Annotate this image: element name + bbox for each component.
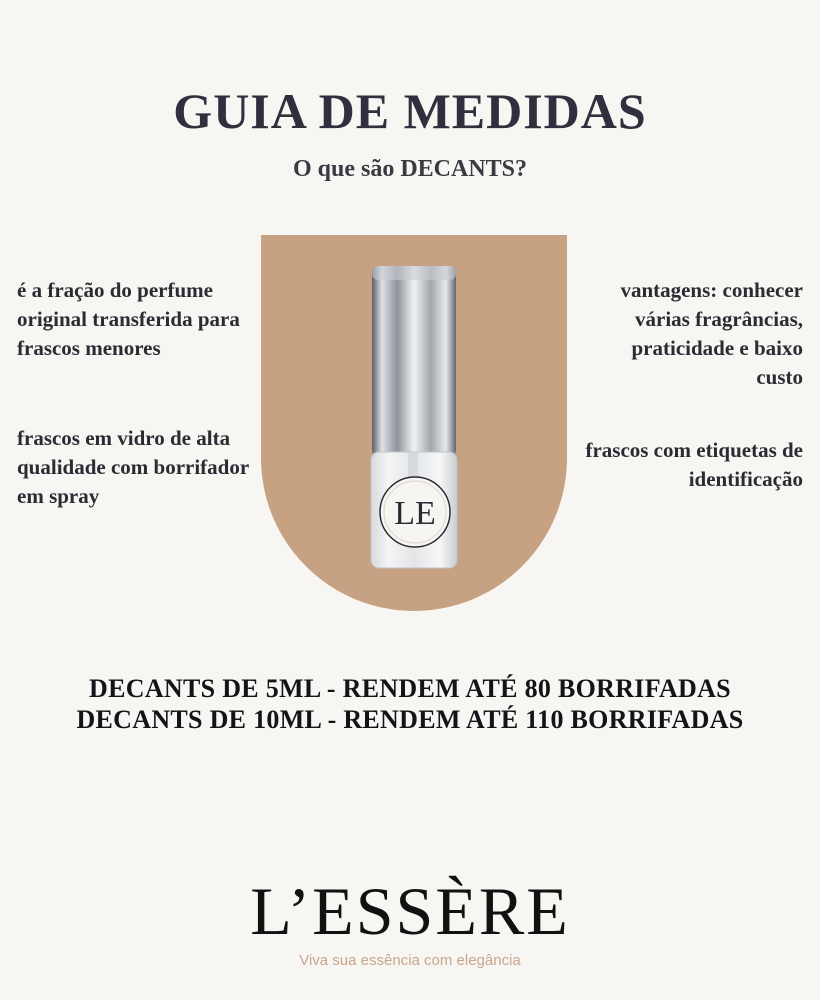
note-glass-quality: frascos em vidro de alta qualidade com borrifador em spray xyxy=(17,426,249,508)
info-10ml: DECANTS DE 10ML - RENDEM ATÉ 110 BORRIFADAS xyxy=(76,705,744,734)
decant-info xyxy=(0,673,820,735)
label-monogram: LE xyxy=(394,495,436,532)
page-title: GUIA DE MEDIDAS xyxy=(173,83,647,139)
bottle-cap xyxy=(372,266,456,456)
brand-logo: L’ESSÈRE xyxy=(250,873,570,949)
decant-bottle-image xyxy=(368,264,460,574)
note-advantages: vantagens: conhecer várias fragrâncias, praticidade e baixo custo xyxy=(620,278,803,389)
page-subtitle: O que são DECANTS? xyxy=(292,156,528,182)
info-5ml: DECANTS DE 5ML - RENDEM ATÉ 80 BORRIFADAS xyxy=(89,674,731,703)
note-definition: é a fração do perfume original transferida para frascos menores xyxy=(17,278,240,360)
note-labels: frascos com etiquetas de identificação xyxy=(585,438,803,491)
brand-tagline: Viva sua essência com elegância xyxy=(299,952,521,969)
